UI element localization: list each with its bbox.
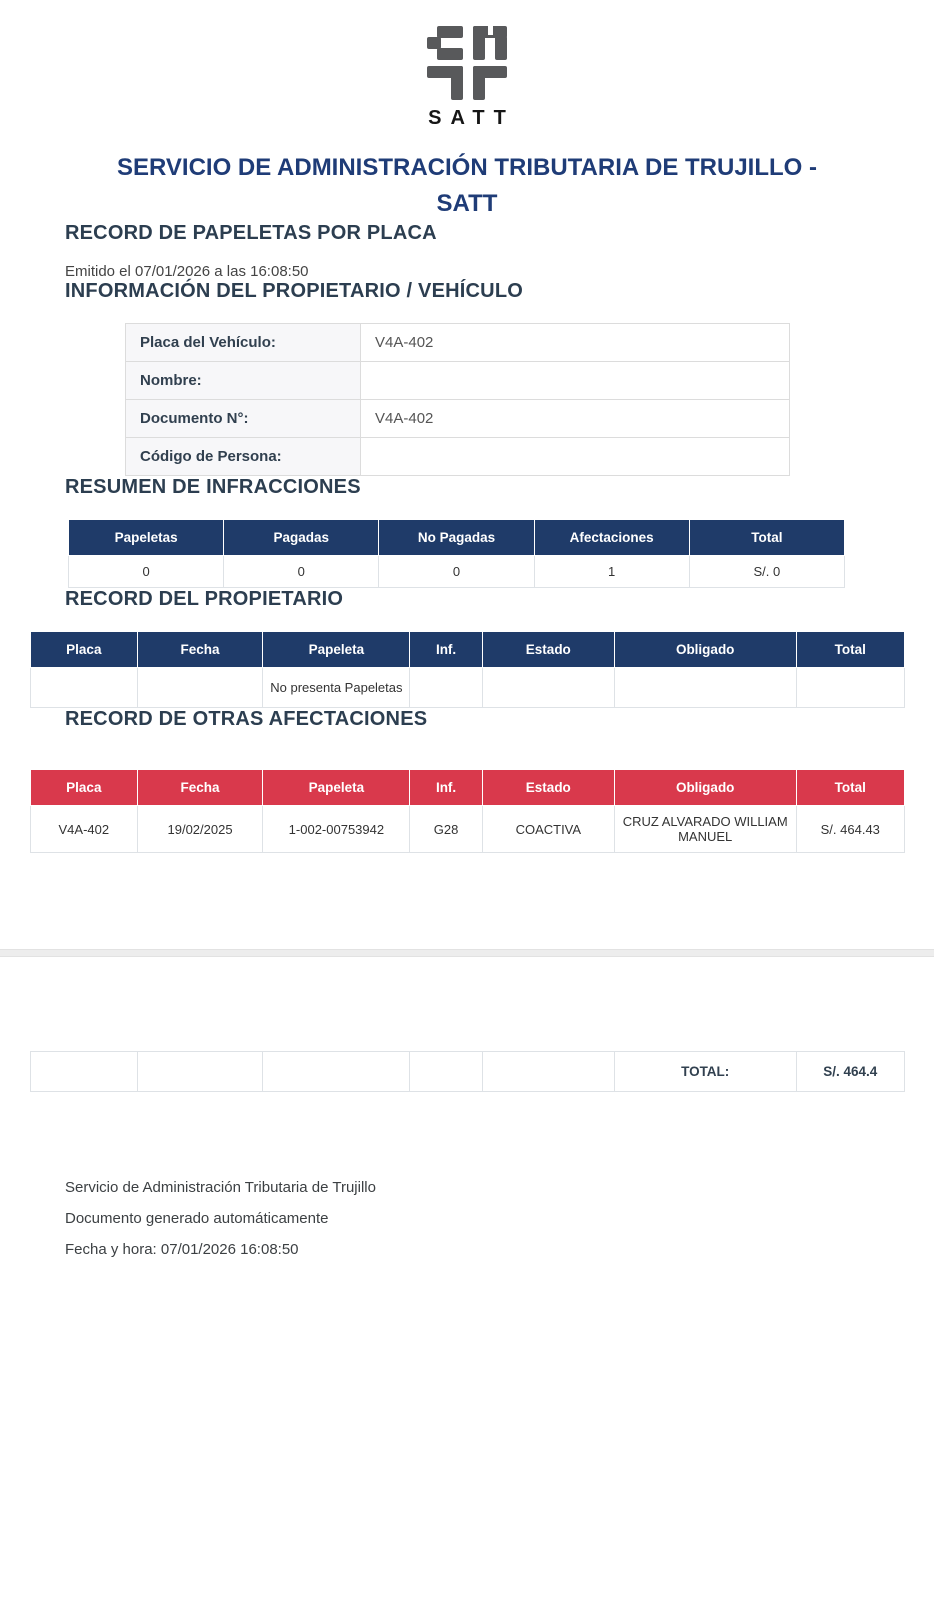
table-cell: [31, 668, 138, 708]
column-header-total: Total: [689, 520, 844, 556]
table-cell: [137, 668, 263, 708]
footer-line-generated: Documento generado automáticamente: [65, 1210, 329, 1227]
column-header-placa: Placa: [31, 632, 138, 668]
info-label-nombre: Nombre:: [126, 362, 361, 400]
report-subtitle: RECORD DE PAPELETAS POR PLACA: [65, 222, 437, 244]
footer-line-datetime: Fecha y hora: 07/01/2026 16:08:50: [65, 1241, 299, 1258]
column-header-estado: Estado: [482, 632, 614, 668]
table-row: [31, 1052, 905, 1092]
column-header-papeletas: Papeletas: [69, 520, 224, 556]
table-cell: [137, 1052, 263, 1092]
afectacion-placa: V4A-402: [31, 806, 138, 853]
logo-text: SATT: [428, 107, 515, 129]
info-label-codigo: Código de Persona:: [126, 438, 361, 476]
table-cell: [410, 668, 483, 708]
page-break-separator: [0, 949, 934, 957]
document-footer: [65, 1180, 934, 1258]
table-header-row: [31, 632, 905, 668]
table-cell: [410, 1052, 483, 1092]
table-row: [126, 400, 790, 438]
table-row: [31, 806, 905, 853]
table-cell: [614, 668, 796, 708]
column-header-fecha: Fecha: [137, 632, 263, 668]
table-row: [31, 668, 905, 708]
afectaciones-table: [30, 769, 905, 853]
column-header-afectaciones: Afectaciones: [534, 520, 689, 556]
page-title-line2: SATT: [436, 190, 498, 217]
table-row: [126, 324, 790, 362]
owner-record-table: [30, 631, 905, 708]
owner-info-heading: INFORMACIÓN DEL PROPIETARIO / VEHÍCULO: [65, 280, 523, 302]
satt-logo-icon: [427, 26, 507, 100]
table-header-row: [69, 520, 845, 556]
table-row: [126, 438, 790, 476]
grand-total-table: [30, 1051, 905, 1092]
page-title: [77, 150, 857, 222]
summary-pagadas: 0: [224, 556, 379, 588]
other-record-heading: RECORD DE OTRAS AFECTACIONES: [65, 708, 428, 730]
grand-total-label: TOTAL:: [614, 1052, 796, 1092]
column-header-inf: Inf.: [410, 632, 483, 668]
column-header-placa: Placa: [31, 770, 138, 806]
afectacion-fecha: 19/02/2025: [137, 806, 263, 853]
page-title-line1: SERVICIO DE ADMINISTRACIÓN TRIBUTARIA DE TRUJILLO -: [116, 154, 817, 181]
owner-info-table: [125, 323, 790, 476]
info-label-documento: Documento N°:: [126, 400, 361, 438]
table-cell: [31, 1052, 138, 1092]
info-label-placa: Placa del Vehículo:: [126, 324, 361, 362]
afectacion-papeleta: 1-002-00753942: [263, 806, 410, 853]
summary-total: S/. 0: [689, 556, 844, 588]
logo: [0, 0, 934, 130]
column-header-estado: Estado: [482, 770, 614, 806]
column-header-no-pagadas: No Pagadas: [379, 520, 534, 556]
afectacion-inf: G28: [410, 806, 483, 853]
table-row: [126, 362, 790, 400]
owner-record-heading: RECORD DEL PROPIETARIO: [65, 588, 344, 610]
afectacion-obligado: CRUZ ALVARADO WILLIAM MANUEL: [614, 806, 796, 853]
column-header-fecha: Fecha: [137, 770, 263, 806]
column-header-obligado: Obligado: [614, 770, 796, 806]
table-cell: [482, 668, 614, 708]
column-header-papeleta: Papeleta: [263, 770, 410, 806]
afectacion-total: S/. 464.43: [796, 806, 904, 853]
info-value-placa: V4A-402: [361, 324, 790, 362]
table-cell: [796, 668, 904, 708]
table-cell: [263, 1052, 410, 1092]
column-header-pagadas: Pagadas: [224, 520, 379, 556]
summary-afectaciones: 1: [534, 556, 689, 588]
column-header-total: Total: [796, 632, 904, 668]
info-value-codigo: [361, 438, 790, 476]
info-value-documento: V4A-402: [361, 400, 790, 438]
table-header-row: [31, 770, 905, 806]
info-value-nombre: [361, 362, 790, 400]
column-header-papeleta: Papeleta: [263, 632, 410, 668]
summary-no-pagadas: 0: [379, 556, 534, 588]
summary-table: [68, 519, 845, 588]
issued-date: Emitido el 07/01/2026 a las 16:08:50: [65, 263, 309, 280]
table-row: [69, 556, 845, 588]
column-header-inf: Inf.: [410, 770, 483, 806]
column-header-total: Total: [796, 770, 904, 806]
footer-line-entity: Servicio de Administración Tributaria de Trujillo: [65, 1179, 376, 1196]
afectacion-estado: COACTIVA: [482, 806, 614, 853]
column-header-obligado: Obligado: [614, 632, 796, 668]
table-cell: [482, 1052, 614, 1092]
empty-message-cell: No presenta Papeletas: [263, 668, 410, 708]
summary-papeletas: 0: [69, 556, 224, 588]
grand-total-value: S/. 464.4: [796, 1052, 904, 1092]
summary-heading: RESUMEN DE INFRACCIONES: [65, 476, 361, 498]
